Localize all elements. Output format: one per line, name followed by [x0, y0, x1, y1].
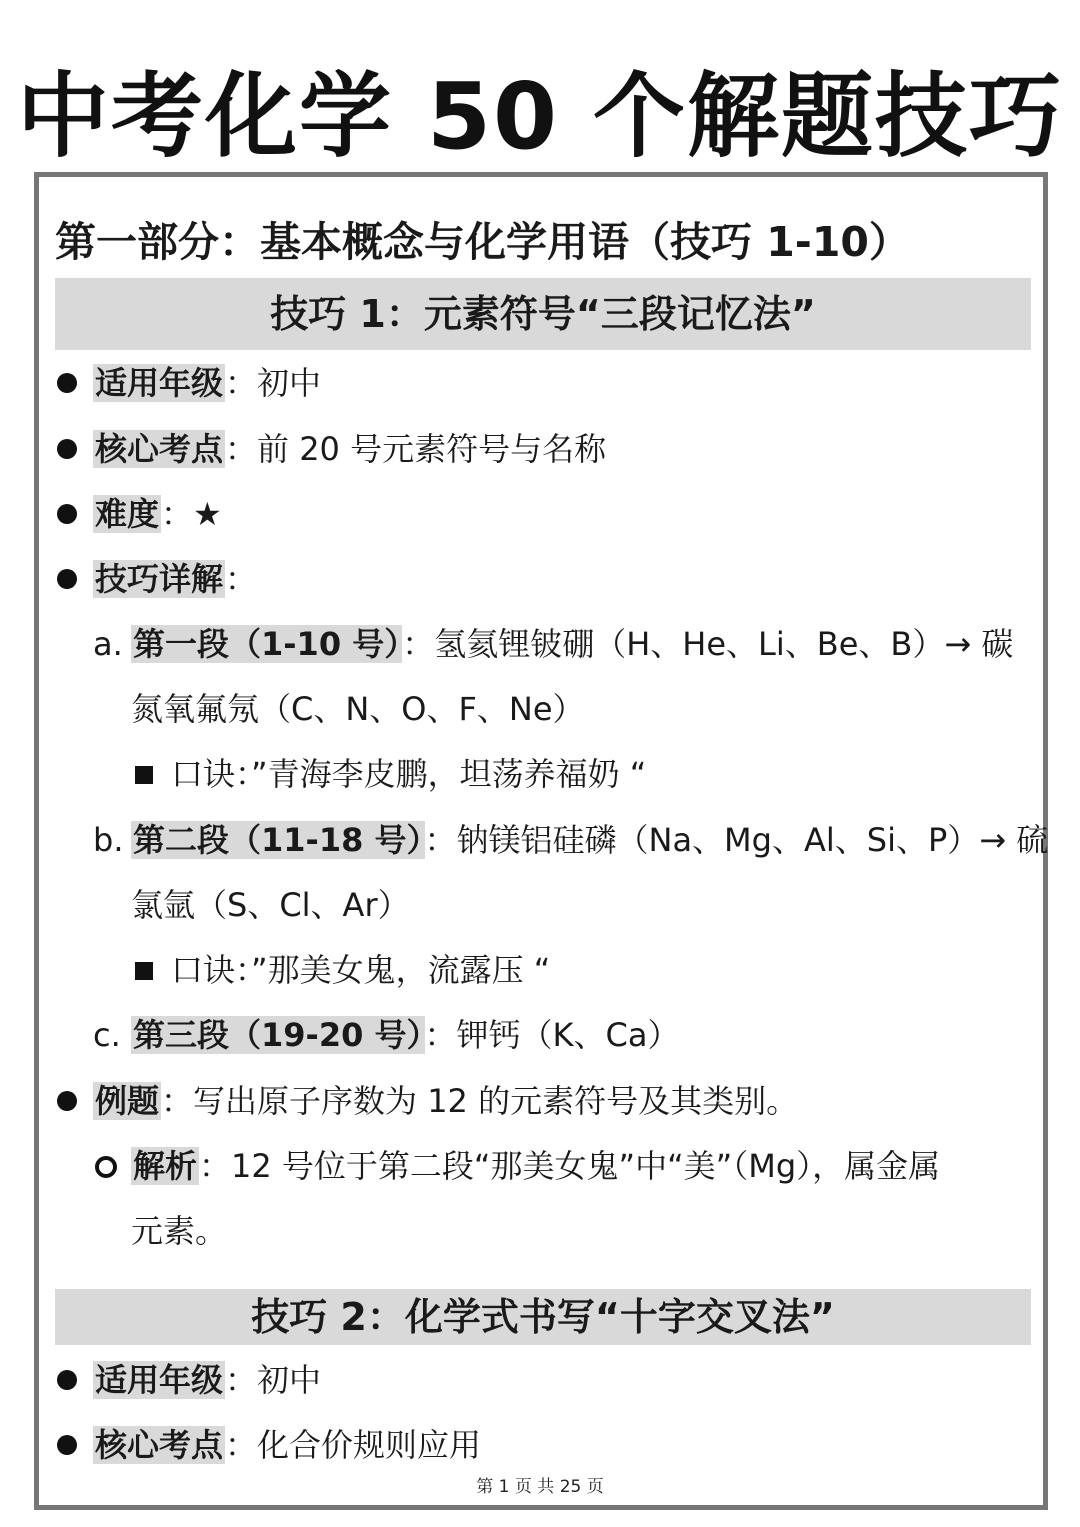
square-bullet	[135, 962, 153, 980]
bullet-dot	[57, 569, 77, 589]
segment-text: ：钠镁铝硅磷（Na、Mg、Al、Si、P）→ 硫	[424, 821, 1049, 859]
bullet-dot	[57, 1435, 77, 1455]
segment-text: ：钾钙（K、Ca）	[424, 1016, 680, 1054]
tip1-difficulty-row	[55, 486, 1031, 542]
bullet-dot	[57, 1091, 77, 1111]
segment-c-row	[55, 1007, 1031, 1063]
grade-label: 适用年级	[95, 364, 224, 402]
analysis-row-cont	[55, 1203, 1031, 1259]
segment-index: c.	[93, 1016, 121, 1054]
bullet-dot	[57, 439, 77, 459]
grade-value: ：初中	[225, 1361, 322, 1399]
page-number: 第 1 页 共 25 页	[476, 1477, 604, 1497]
section-title: 第一部分：基本概念与化学用语（技巧 1-10）	[55, 218, 910, 266]
core-label: 核心考点	[95, 430, 224, 468]
segment-b-mnemonic	[55, 942, 1031, 998]
content-frame	[34, 172, 1048, 1510]
segment-text: ：氢氦锂铍硼（H、He、Li、Be、B）→ 碳	[402, 625, 1014, 663]
difficulty-value: ：★	[161, 495, 222, 533]
analysis-label: 解析	[133, 1147, 198, 1185]
segment-label: 第三段（19-20 号）	[133, 1016, 423, 1054]
detail-label: 技巧详解	[95, 560, 224, 598]
segment-a-mnemonic	[55, 746, 1031, 802]
detail-value: ：	[225, 560, 258, 598]
segment-text: 氮氧氟氖（C、N、O、F、Ne）	[131, 690, 585, 728]
grade-value: ：初中	[225, 364, 322, 402]
bullet-dot	[57, 373, 77, 393]
circle-bullet	[95, 1156, 117, 1178]
tip2-header: 技巧 2：化学式书写“十字交叉法”	[55, 1289, 1031, 1345]
difficulty-label: 难度	[95, 495, 160, 533]
grade-label: 适用年级	[95, 1361, 224, 1399]
analysis-text: 元素。	[131, 1212, 228, 1250]
core-label: 核心考点	[95, 1426, 224, 1464]
example-row	[55, 1073, 1031, 1129]
page-title: 中考化学 50 个解题技巧	[16, 63, 1064, 170]
example-text: ：写出原子序数为 12 的元素符号及其类别。	[161, 1082, 799, 1120]
tip1-detail-row	[55, 551, 1031, 607]
analysis-text: ：12 号位于第二段“那美女鬼”中“美”（Mg），属金属	[199, 1147, 941, 1185]
example-label: 例题	[95, 1082, 160, 1120]
tip1-header: 技巧 1：元素符号“三段记忆法”	[55, 278, 1031, 350]
segment-text: 氯氩（S、Cl、Ar）	[131, 886, 410, 924]
bullet-dot	[57, 1370, 77, 1390]
core-value: ：前 20 号元素符号与名称	[225, 430, 607, 468]
analysis-row	[55, 1138, 1031, 1194]
segment-a-row-cont	[55, 681, 1031, 737]
segment-label: 第二段（11-18 号）	[133, 821, 423, 859]
segment-b-row	[55, 812, 1049, 868]
tip1-grade-row	[55, 355, 1031, 411]
square-bullet	[135, 766, 153, 784]
tip1-core-row	[55, 421, 1031, 477]
segment-index: a.	[93, 625, 123, 663]
segment-index: b.	[93, 821, 124, 859]
tip2-core-row	[55, 1417, 1031, 1473]
segment-b-row-cont	[55, 877, 1031, 933]
tip2-grade-row	[55, 1352, 1031, 1408]
bullet-dot	[57, 504, 77, 524]
segment-a-row	[55, 616, 1031, 672]
segment-label: 第一段（1-10 号）	[133, 625, 401, 663]
core-value: ：化合价规则应用	[225, 1426, 482, 1464]
mnemonic-text: 口诀：”那美女鬼，流露压 “	[171, 951, 551, 989]
mnemonic-text: 口诀：”青海李皮鹏，坦荡养福奶 “	[171, 755, 647, 793]
